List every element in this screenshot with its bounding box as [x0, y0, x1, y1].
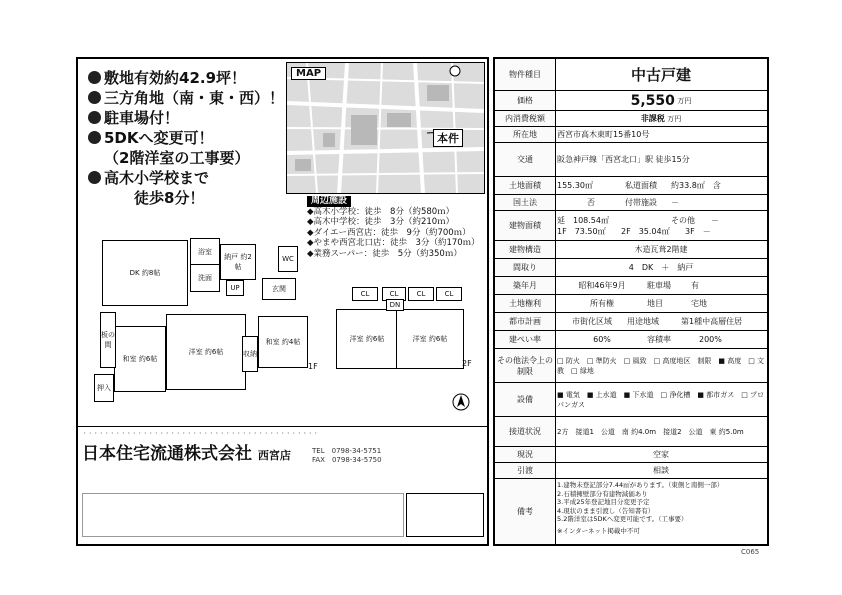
property-details-table: [493, 57, 769, 546]
headline-5: （2階洋室の工事要）: [104, 149, 250, 167]
room-japanese-6: 和室 約6帖: [114, 326, 166, 392]
document-code: C065: [741, 548, 760, 556]
company-name: 日本住宅流通株式会社 西宮店: [82, 444, 291, 464]
remark-line: 5.2階洋室は5DKへ変更可能です。（工事要）: [557, 515, 688, 523]
row-land: 土地面積 155.30㎡ 私道面積 約33.8㎡ 含: [495, 177, 767, 195]
row-remarks: 備考 1.建物未登記部分7.44㎡があります。（東側と南側一部） 2.石積擁壁部分有建物減価あり 3.平成25年登記地目分変更予定 4.現状のまま引渡し（告知書有） 5.2階洋室は5DKへ変更可能です。（工事要） ※インターネット掲載中不可: [495, 479, 767, 544]
property-tax: 非課税 万円: [640, 114, 682, 123]
company-contact: TEL 0798-34-5751 FAX 0798-34-5750: [312, 447, 382, 464]
row-utilities: 設備 ■ 電気 ■ 上水道 ■ 下水道 □ 浄化槽 ■ 都市ガス □ プロパンガス: [495, 383, 767, 417]
remark-line: 4.現状のまま引渡し（告知書有）: [557, 506, 655, 515]
company-block: [76, 426, 489, 547]
headline-list: [88, 70, 284, 207]
map-title: MAP: [291, 67, 326, 80]
headline-1: 敷地有効約42.9坪！: [88, 70, 284, 87]
row-land-law: 国土法 否 付帯施設 －: [495, 195, 767, 211]
bullet-icon: [88, 111, 101, 124]
row-type: 物件種目 中古戸建: [495, 59, 767, 91]
row-building: 建物面積 延 108.54㎡ その他 － 1F 73.50㎡ 2F 35.04㎡ 3F －: [495, 211, 767, 241]
bullet-icon: [88, 131, 101, 144]
bullet-icon: [88, 171, 101, 184]
closet-2f-1: CL: [352, 287, 378, 301]
room-storage-2: 収納: [242, 336, 258, 372]
row-bcr: 建ぺい率 60% 容積率 200%: [495, 331, 767, 349]
remark-line: 1.建物未登記部分7.44㎡があります。（東側と南側一部）: [557, 481, 724, 489]
floorplan-1f-label: 1F: [308, 362, 318, 371]
closet-2f-2: CL: [382, 287, 406, 301]
row-price: 価格 5,550 万円: [495, 91, 767, 111]
room-dk: DK 約8帖: [102, 240, 188, 306]
notice-box: [82, 493, 404, 537]
stairs-down: DN: [386, 299, 404, 311]
room-storage: 納戸 約2帖: [220, 244, 256, 280]
row-tax: 内消費税額 非課税 万円: [495, 111, 767, 127]
closet-2f-3: CL: [408, 287, 434, 301]
room-western-2f-a: 洋室 約6帖: [336, 309, 398, 369]
facility-row: ◆高木小学校：徒歩 8分（約580ｍ）: [307, 206, 455, 217]
remark-line: 3.平成25年登記地目分変更予定: [557, 498, 650, 506]
headline-6: 高木小学校まで: [88, 170, 284, 187]
headline-7: 徒歩8分！: [134, 189, 205, 207]
map-property-marker: 本件: [433, 129, 463, 147]
nearby-facilities: [307, 196, 485, 274]
room-western-2f-b: 洋室 約6帖: [396, 309, 464, 369]
facility-row: ◆業務スーパー：徒歩 5分（約350ｍ）: [307, 248, 462, 259]
floorplan-1f: [94, 236, 318, 404]
room-japanese-4: 和室 約4帖: [258, 316, 308, 368]
map-streets: [287, 63, 484, 193]
room-bath: 浴室: [190, 238, 220, 266]
headline-2: 三方角地（南・東・西）！: [88, 90, 284, 107]
property-address: 西宮市高木東町15番10号: [557, 130, 650, 139]
room-wood-floor: 板の間: [100, 312, 116, 368]
facility-row: ◆高木中学校：徒歩 3分（約210ｍ）: [307, 217, 455, 227]
remark-line: 2.石積擁壁部分有建物減価あり: [557, 489, 648, 498]
room-entrance: 玄関: [262, 278, 296, 300]
row-built: 築年月 昭和46年9月 駐車場 有: [495, 277, 767, 295]
floorplan-2f-label: 2F: [462, 359, 472, 368]
closet-2f-4: CL: [436, 287, 462, 301]
row-right: 土地権利 所有権 地目 宅地: [495, 295, 767, 313]
row-regs: その他法令上の制限 □ 防火 □ 準防火 □ 風致 □ 高度地区 制限 ■ 高度 □ 文教 □ 緑地: [495, 349, 767, 383]
row-transit: 交通 阪急神戸線「西宮北口」駅 徒歩15分: [495, 143, 767, 177]
nearby-facilities-title: 周辺施設: [307, 196, 351, 207]
row-delivery: 引渡 相談: [495, 463, 767, 479]
row-address: 所在地 西宮市高木東町15番10号: [495, 127, 767, 143]
property-transit: 阪急神戸線「西宮北口」駅 徒歩15分: [557, 155, 690, 164]
row-road: 接道状況 2方 接道1 公道 南 約4.0m 接道2 公道 東 約5.0m: [495, 417, 767, 447]
north-arrow-icon: [452, 393, 470, 411]
stairs-up: UP: [226, 280, 244, 296]
facility-row: ◆ダイエー西宮店：徒歩 9分（約700ｍ）: [307, 227, 471, 238]
property-price: 5,550 万円: [630, 92, 692, 109]
headline-3: 駐車場付！: [88, 110, 284, 127]
row-city: 都市計画 市街化区域 用途地域 第1種中高層住居: [495, 313, 767, 331]
facility-row: ◆やまや西宮北口店：徒歩 3分（約170ｍ）: [307, 238, 480, 248]
row-structure: 建物構造 木造瓦葺2階建: [495, 241, 767, 259]
room-western-6: 洋室 約6帖: [166, 314, 246, 390]
remark-footer: ※インターネット掲載中不可: [557, 526, 640, 535]
property-type: 中古戸建: [630, 66, 691, 84]
row-status: 現況 空家: [495, 447, 767, 463]
headline-4: 5DKへ変更可！: [88, 130, 284, 147]
bullet-icon: [88, 71, 101, 84]
room-washroom: 洗面: [190, 264, 220, 292]
agent-stamp-box: [406, 493, 484, 537]
floorplan-2f: [332, 287, 470, 371]
room-closet: 押入: [94, 374, 114, 402]
location-map: [286, 62, 485, 194]
room-wc: WC: [278, 246, 298, 272]
row-layout: 間取り 4 DK ＋ 納戸: [495, 259, 767, 277]
company-license-line: ・・・・・・・・・・・・・・・・・・・・・・・・・・・・・・・・・・・・・・・・・・・: [82, 431, 319, 437]
bullet-icon: [88, 91, 101, 104]
